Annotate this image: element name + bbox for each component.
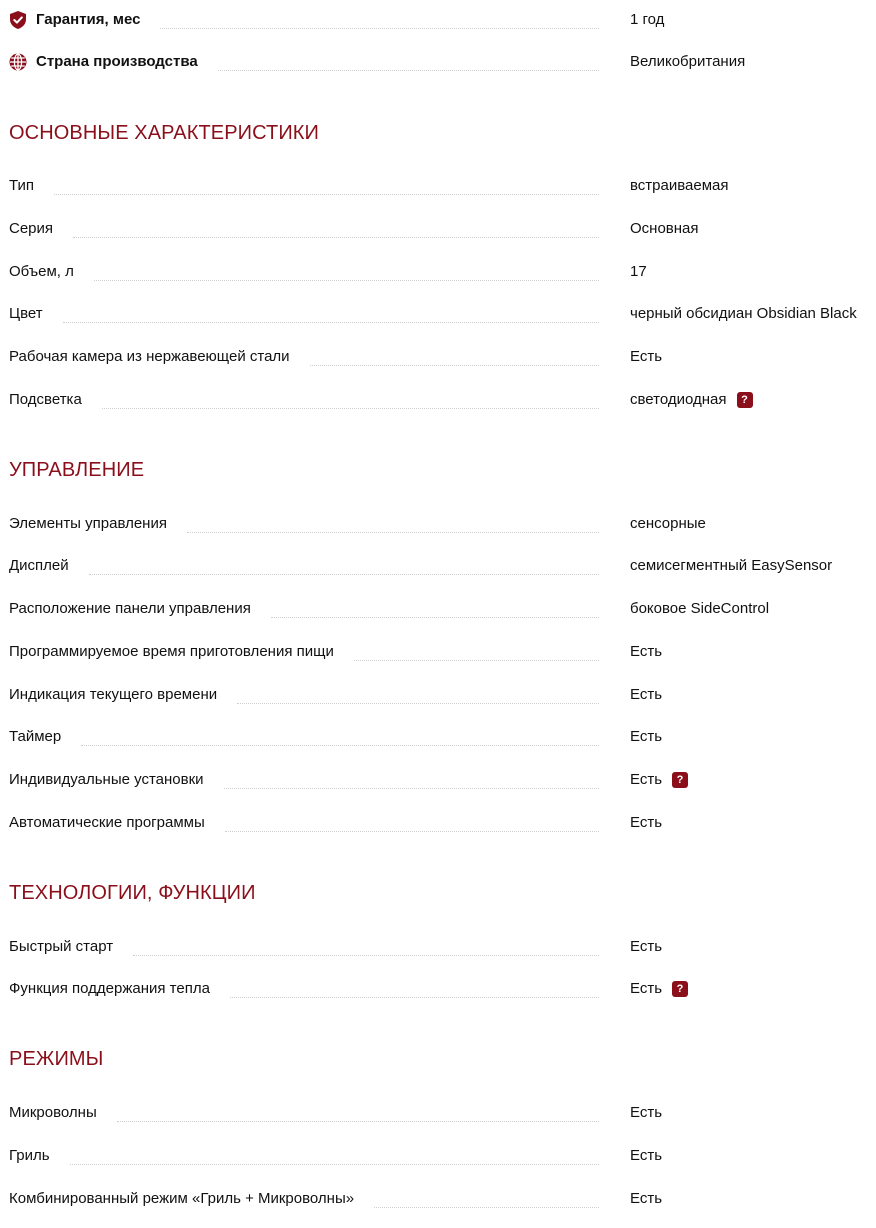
- spec-label: Рабочая камера из нержавеющей стали: [9, 348, 290, 365]
- spec-row: [9, 640, 871, 664]
- dotted-leader: [374, 1207, 599, 1208]
- spec-row: [9, 768, 871, 792]
- spec-row: [9, 1187, 871, 1211]
- dotted-leader: [237, 703, 599, 704]
- shield-check-icon: [9, 11, 27, 29]
- spec-value: боковое SideControl: [630, 600, 770, 617]
- spec-label: Дисплей: [9, 557, 69, 574]
- dotted-leader: [70, 1164, 599, 1165]
- section-title-main: ОСНОВНЫЕ ХАРАКТЕРИСТИКИ: [9, 122, 320, 144]
- spec-value: сенсорные: [630, 515, 706, 532]
- spec-row-country: [9, 50, 871, 74]
- spec-label: Расположение панели управления: [9, 600, 251, 617]
- dotted-leader: [133, 955, 599, 956]
- spec-row: [9, 811, 871, 835]
- spec-value: Есть: [630, 980, 663, 997]
- dotted-leader: [218, 70, 599, 71]
- help-icon[interactable]: ?: [672, 981, 688, 997]
- spec-value: Есть: [630, 771, 663, 788]
- dotted-leader: [81, 745, 599, 746]
- spec-label: Серия: [9, 220, 54, 237]
- spec-row: [9, 512, 871, 536]
- section-title-tech: ТЕХНОЛОГИИ, ФУНКЦИИ: [9, 882, 256, 904]
- spec-value: Есть: [630, 814, 663, 831]
- spec-label: Функция поддержания тепла: [9, 980, 210, 997]
- globe-icon: [9, 53, 27, 71]
- spec-value: Основная: [630, 220, 699, 237]
- spec-label: Индивидуальные установки: [9, 771, 204, 788]
- spec-row: [9, 302, 871, 326]
- spec-row: [9, 260, 871, 284]
- spec-label: Гарантия, мес: [36, 11, 141, 28]
- spec-value: встраиваемая: [630, 177, 729, 194]
- spec-label: Программируемое время приготовления пищи: [9, 643, 334, 660]
- spec-value: Великобритания: [630, 53, 746, 70]
- dotted-leader: [117, 1121, 599, 1122]
- dotted-leader: [310, 365, 599, 366]
- spec-value: Есть: [630, 686, 663, 703]
- spec-label: Комбинированный режим «Гриль + Микроволны»: [9, 1190, 355, 1207]
- spec-label: Элементы управления: [9, 515, 167, 532]
- dotted-leader: [63, 322, 599, 323]
- spec-value: Есть: [630, 1147, 663, 1164]
- spec-value: Есть: [630, 1104, 663, 1121]
- dotted-leader: [354, 660, 599, 661]
- spec-label: Гриль: [9, 1147, 50, 1164]
- spec-label: Подсветка: [9, 391, 82, 408]
- spec-row: [9, 345, 871, 369]
- spec-row: [9, 597, 871, 621]
- dotted-leader: [73, 237, 599, 238]
- dotted-leader: [94, 280, 599, 281]
- spec-value: Есть: [630, 643, 663, 660]
- spec-value: 1 год: [630, 11, 665, 28]
- spec-row: [9, 1144, 871, 1168]
- spec-row: [9, 977, 871, 1001]
- spec-row: [9, 174, 871, 198]
- spec-row: [9, 554, 871, 578]
- spec-value: черный обсидиан Obsidian Black: [630, 305, 857, 322]
- section-title-modes: РЕЖИМЫ: [9, 1048, 104, 1070]
- spec-label: Микроволны: [9, 1104, 97, 1121]
- dotted-leader: [225, 831, 599, 832]
- spec-value: семисегментный EasySensor: [630, 557, 833, 574]
- dotted-leader: [89, 574, 599, 575]
- spec-value: Есть: [630, 1190, 663, 1207]
- spec-label: Автоматические программы: [9, 814, 205, 831]
- dotted-leader: [224, 788, 599, 789]
- spec-label: Индикация текущего времени: [9, 686, 218, 703]
- spec-value: Есть: [630, 348, 663, 365]
- spec-row: [9, 217, 871, 241]
- dotted-leader: [271, 617, 599, 618]
- spec-value: Есть: [630, 728, 663, 745]
- dotted-leader: [160, 28, 599, 29]
- spec-label: Страна производства: [36, 53, 198, 70]
- dotted-leader: [187, 532, 599, 533]
- spec-value: Есть: [630, 938, 663, 955]
- spec-label: Быстрый старт: [9, 938, 114, 955]
- spec-row: [9, 935, 871, 959]
- spec-row: [9, 388, 871, 412]
- dotted-leader: [54, 194, 599, 195]
- help-icon[interactable]: ?: [737, 392, 753, 408]
- spec-label: Тип: [9, 177, 35, 194]
- spec-row-warranty: [9, 8, 871, 32]
- dotted-leader: [102, 408, 599, 409]
- spec-row: [9, 683, 871, 707]
- spec-label: Объем, л: [9, 263, 74, 280]
- section-title-control: УПРАВЛЕНИЕ: [9, 459, 145, 481]
- spec-label: Цвет: [9, 305, 43, 322]
- spec-value: светодиодная: [630, 391, 727, 408]
- help-icon[interactable]: ?: [672, 772, 688, 788]
- dotted-leader: [230, 997, 599, 998]
- spec-label: Таймер: [9, 728, 62, 745]
- spec-row: [9, 725, 871, 749]
- spec-value: 17: [630, 263, 647, 280]
- spec-row: [9, 1101, 871, 1125]
